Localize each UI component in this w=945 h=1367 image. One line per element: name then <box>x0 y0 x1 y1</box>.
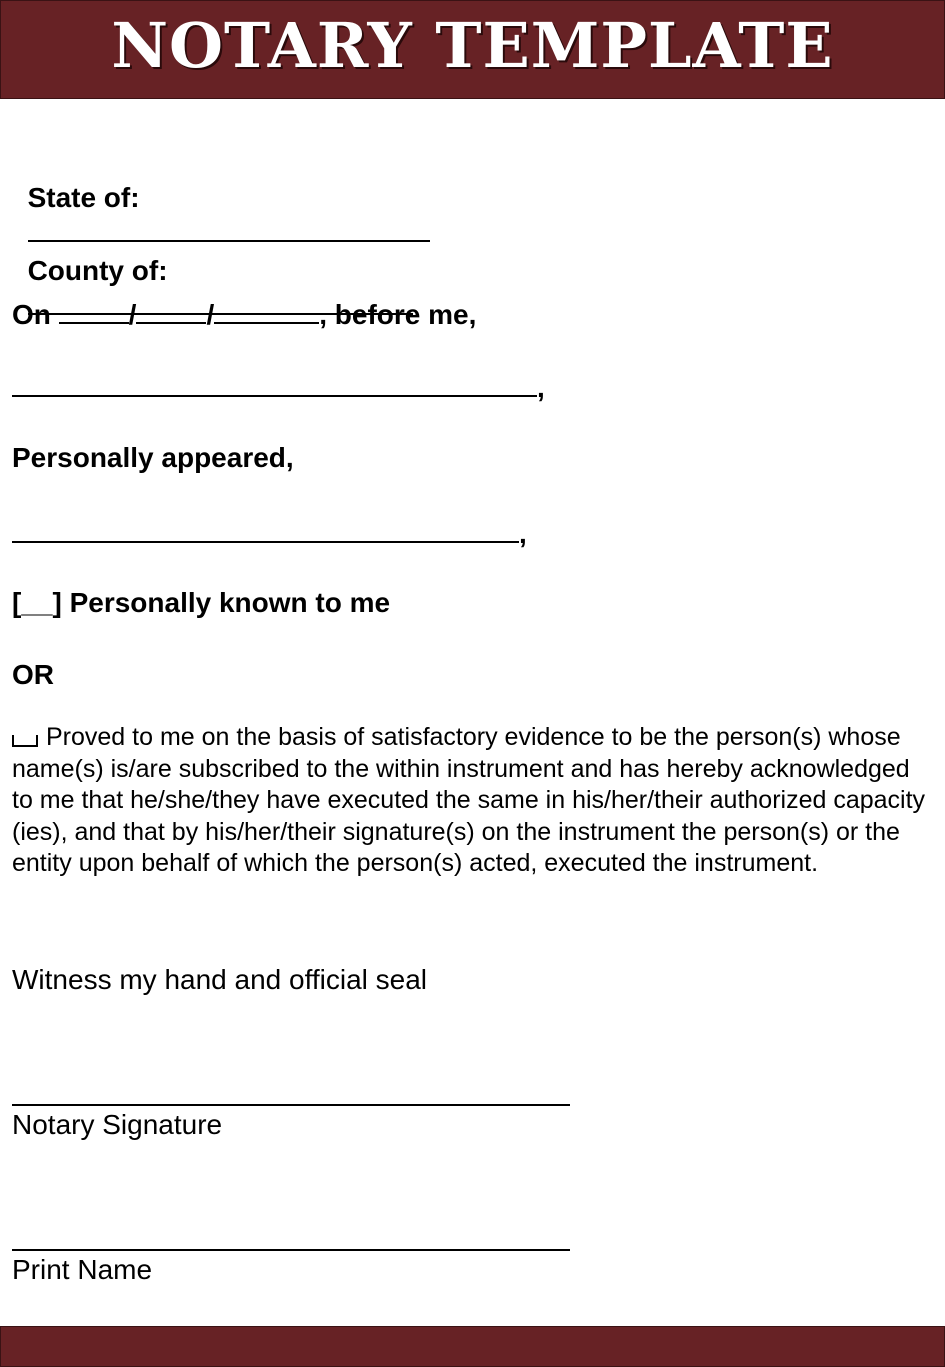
print-name-label: Print Name <box>12 1254 153 1285</box>
personally-appeared-label: Personally appeared, <box>12 442 294 473</box>
county-label: County of: <box>27 255 168 286</box>
officer-trailing-comma: , <box>537 372 545 403</box>
proved-text: Proved to me on the basis of satisfactory evidence to be the person(s) whose name(s) is/are subscribed to the within instrument and has hereby acknowledged to me that he/she/they have executed the same in his/her/their authorized capacity (ies), and that by his/her/their signature(s) on the instrument the person(s) or the entity upon behalf of which the person(s) acted, executed the instrument. <box>12 723 926 877</box>
person-name-blank[interactable] <box>12 515 519 543</box>
page-title: NOTARY TEMPLATE <box>111 9 834 82</box>
proved-paragraph <box>12 722 927 880</box>
date-suffix: , before me, <box>319 299 477 330</box>
date-year-blank[interactable] <box>214 296 319 324</box>
notary-signature-line[interactable] <box>12 1104 570 1106</box>
footer-band <box>0 1326 945 1367</box>
state-label: State of: <box>27 182 140 213</box>
person-trailing-comma: , <box>519 518 527 549</box>
header-band <box>0 0 945 99</box>
date-separator: / <box>128 299 137 330</box>
known-row <box>12 587 390 619</box>
date-month-blank[interactable] <box>59 296 129 324</box>
date-row <box>12 296 476 331</box>
notary-signature-label: Notary Signature <box>12 1109 223 1140</box>
proved-checkbox[interactable] <box>12 735 38 747</box>
known-label: Personally known to me <box>69 587 391 618</box>
print-name-line[interactable] <box>12 1249 570 1251</box>
date-day-blank[interactable] <box>136 296 206 324</box>
officer-row <box>12 369 545 404</box>
person-row <box>12 515 527 550</box>
date-prefix: On <box>12 299 51 330</box>
or-label: OR <box>12 659 54 690</box>
officer-name-blank[interactable] <box>12 369 537 397</box>
date-separator: / <box>206 299 215 330</box>
witness-text: Witness my hand and official seal <box>12 964 428 995</box>
known-checkbox[interactable]: [__] <box>12 587 62 618</box>
